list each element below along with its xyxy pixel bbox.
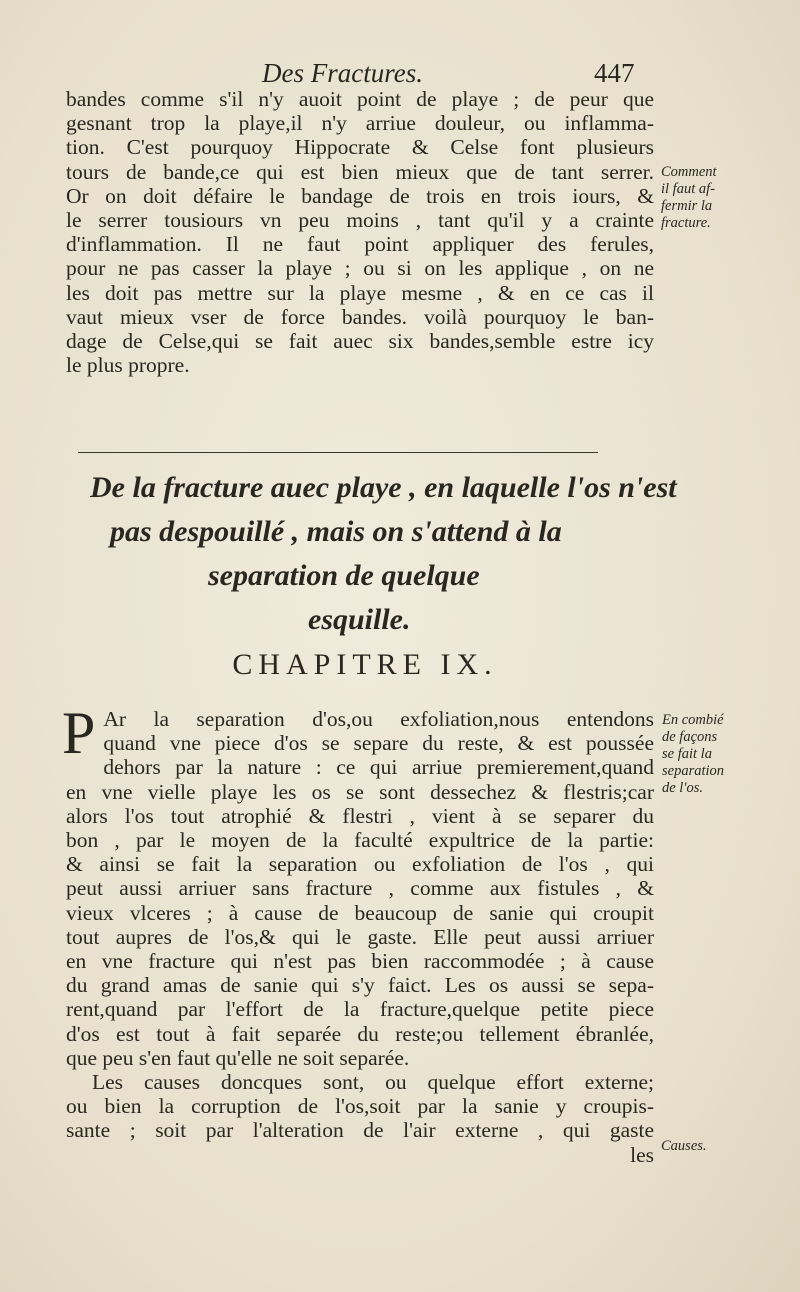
margin-note-1 xyxy=(661,164,717,232)
paragraph-1 xyxy=(66,87,654,377)
text-line: les doit pas mettre sur la playe mesme , & en ce cas il xyxy=(66,280,654,305)
margin-note-line: il faut af- xyxy=(661,181,715,197)
text-line: que peu s'en faut qu'elle ne soit separée. xyxy=(66,1045,410,1070)
text-line: Les causes doncques sont, ou quelque effort externe; xyxy=(92,1070,654,1095)
margin-note-line: de façons xyxy=(662,729,718,745)
chapter-heading: CHAPITRE IX. xyxy=(232,648,498,681)
section-title-line: esquille. xyxy=(308,603,411,636)
text-line: en vne fracture qui n'est pas bien raccommodée ; à cause xyxy=(66,949,654,974)
margin-note-line: de l'os. xyxy=(662,780,703,796)
text-line: du grand amas de sanie qui s'y faict. Les os aussi se sepa- xyxy=(66,973,654,998)
section-title-line: separation de quelque xyxy=(208,559,480,592)
text-line: rent,quand par l'effort de la fracture,quelque petite piece xyxy=(66,997,654,1022)
paragraph-2 xyxy=(62,700,654,1167)
margin-note-line: separation xyxy=(662,763,725,779)
text-line: d'os est tout à fait separée du reste;ou tellement ébranlée, xyxy=(66,1021,654,1046)
text-line: le serrer tousiours vn peu moins , tant qu'il y a crainte xyxy=(66,208,654,233)
text-line: alors l'os tout atrophié & flestri , vient à se separer du xyxy=(66,803,654,828)
margin-note-line: se fait la xyxy=(662,746,712,762)
text-line: d'inflammation. Il ne faut point appliquer des ferules, xyxy=(66,232,654,257)
catchword: les xyxy=(630,1142,654,1167)
text-line: ou bien la corruption de l'os,soit par la sanie y croupis- xyxy=(66,1094,654,1119)
text-line: tion. C'est pourquoy Hippocrate & Celse font plusieurs xyxy=(66,135,654,160)
section-title-line: De la fracture auec playe , en laquelle l'os n'est xyxy=(90,471,677,504)
text-line: & ainsi se fait la separation ou exfoliation de l'os , qui xyxy=(66,852,654,877)
text-line: tours de bande,ce qui est bien mieux que de tant serrer. xyxy=(66,159,654,184)
text-line: vieux vlceres ; à cause de beaucoup de sanie qui croupit xyxy=(66,900,654,925)
margin-note-2 xyxy=(662,712,724,797)
text-line: en vne vielle playe les os se sont dessechez & flestris;car xyxy=(66,779,654,804)
drop-cap: P xyxy=(62,700,96,766)
section-divider xyxy=(78,452,598,453)
section-title xyxy=(90,466,677,642)
text-line: Or on doit défaire le bandage de trois en trois iours, & xyxy=(66,183,654,208)
text-line: dehors par la nature : ce qui arriue premierement,quand xyxy=(103,755,654,780)
text-line: gesnant trop la playe,il n'y arriue douleur, ou inflamma- xyxy=(66,111,654,136)
margin-note-3 xyxy=(661,1138,707,1155)
margin-note-line: Comment xyxy=(661,164,717,180)
page-number: 447 xyxy=(594,58,635,88)
text-line: quand vne piece d'os se separe du reste, & est poussée xyxy=(103,731,654,756)
text-line: bandes comme s'il n'y auoit point de playe ; de peur que xyxy=(66,87,654,111)
text-line: le plus propre. xyxy=(66,353,190,378)
text-line: Ar la separation d'os,ou exfoliation,nous entendons xyxy=(103,707,654,731)
margin-note-line: Causes. xyxy=(661,1138,707,1154)
text-line: tout aupres de l'os,& qui le gaste. Elle peut aussi arriuer xyxy=(66,924,654,949)
running-title: Des Fractures. xyxy=(262,58,423,88)
section-title-line: pas despouillé , mais on s'attend à la xyxy=(110,515,562,548)
margin-note-line: fermir la xyxy=(661,198,713,214)
text-line: vaut mieux vser de force bandes. voilà pourquoy le ban- xyxy=(66,304,654,329)
margin-note-line: fracture. xyxy=(661,215,711,231)
margin-note-line: En combié xyxy=(662,712,724,728)
text-line: dage de Celse,qui se fait auec six bandes,semble estre icy xyxy=(66,329,654,354)
text-line: sante ; soit par l'alteration de l'air externe , qui gaste xyxy=(66,1118,654,1143)
text-line: peut aussi arriuer sans fracture , comme aux fistules , & xyxy=(66,876,654,901)
text-line: pour ne pas casser la playe ; ou si on les applique , on ne xyxy=(66,256,654,281)
text-line: bon , par le moyen de la faculté expultrice de la partie: xyxy=(66,828,654,853)
